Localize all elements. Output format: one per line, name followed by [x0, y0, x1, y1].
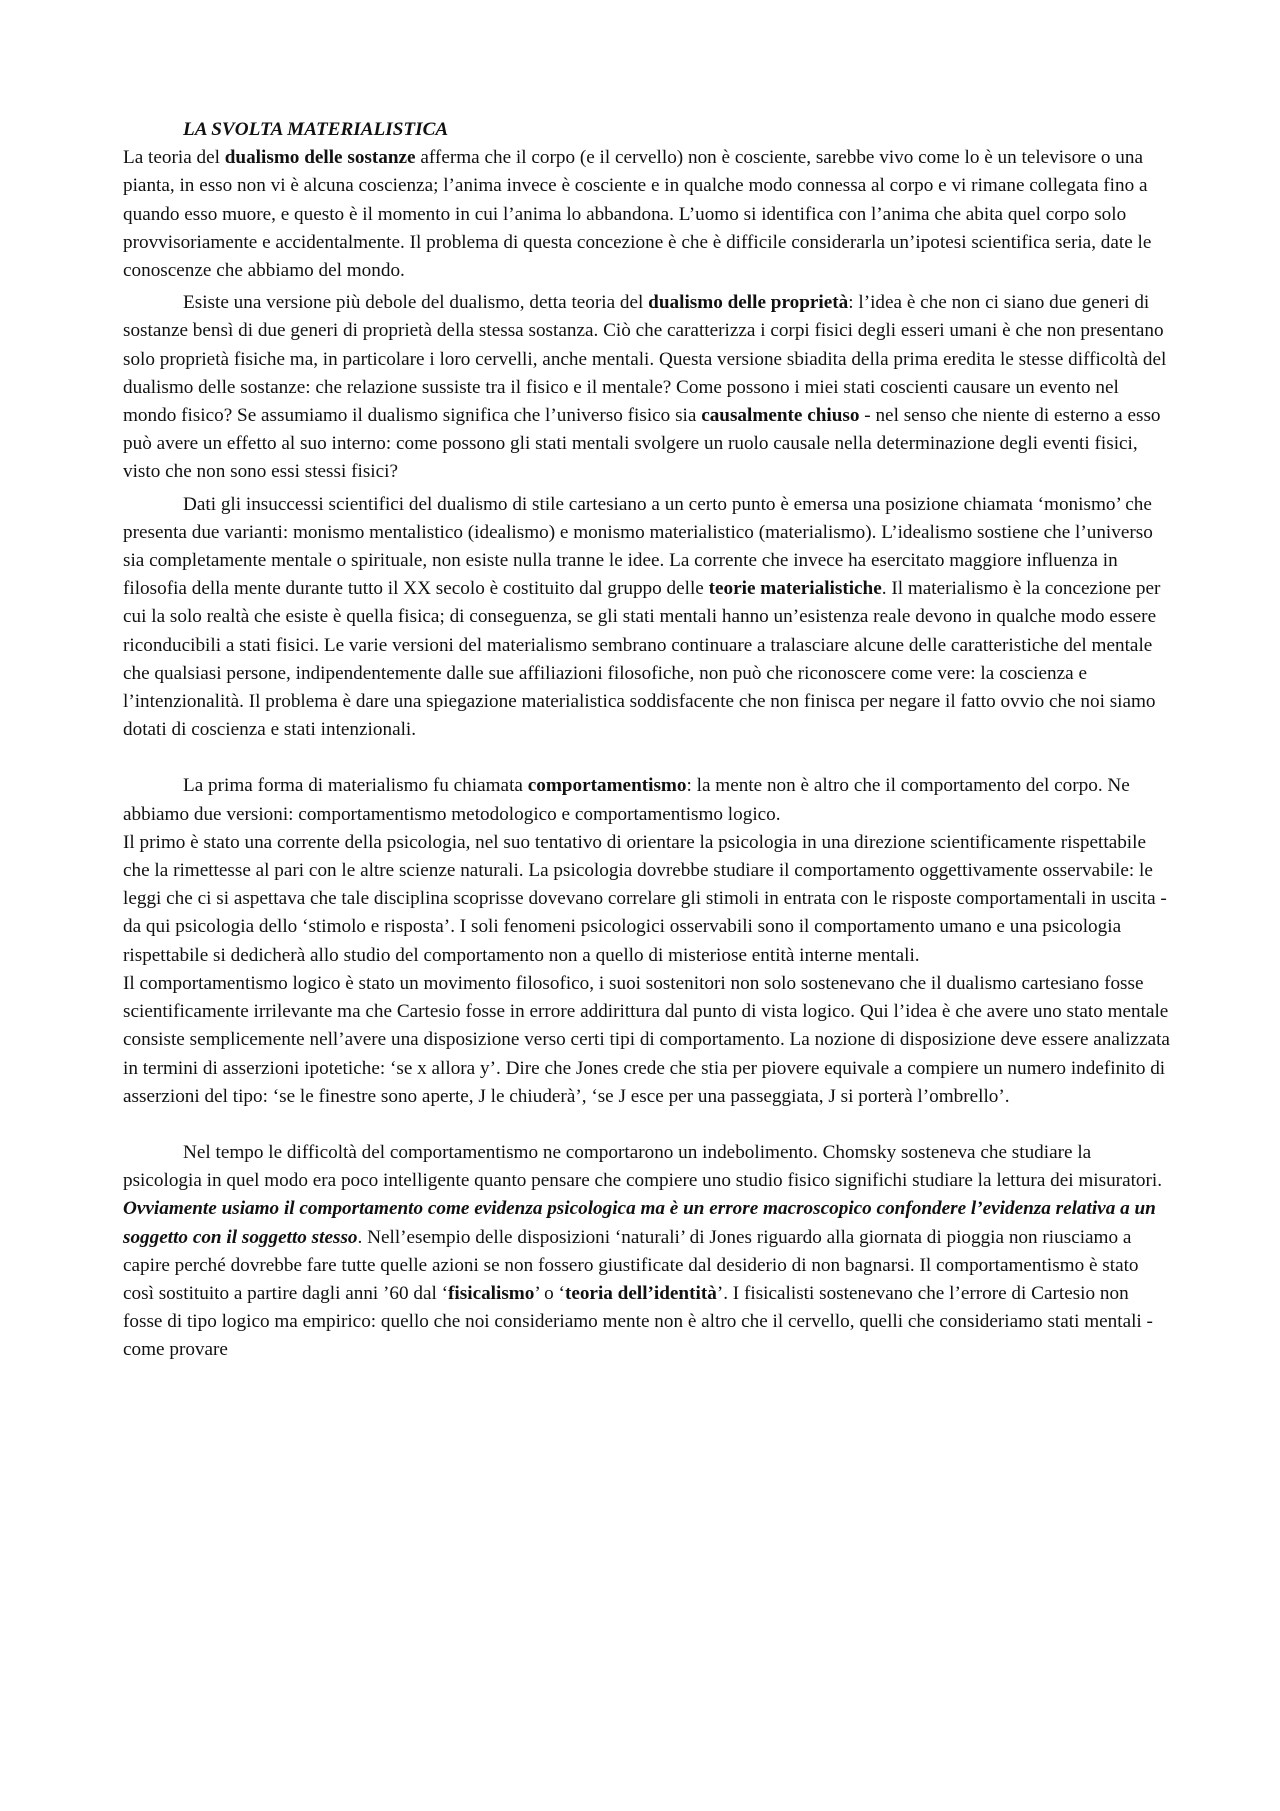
paragraph	[123, 772, 1171, 828]
text-segment: . Nell’esempio delle disposizioni ‘naturali’ di Jones riguardo alla giornata di pioggia non riusciamo a capire perché dovrebbe fare tutte quelle azioni se non fossero giustificate dal desiderio di non bagnarsi. Il comportamentismo è stato così sostituito a partire dagli anni ’60 dal ‘	[123, 1226, 1139, 1304]
text-segment: Il primo è stato una corrente della psicologia, nel suo tentativo di orientare la psicologia in una direzione scientificamente rispettabile che la rimettesse al pari con le altre scienze naturali. La psicologia dovrebbe studiare il comportamento oggettivamente osservabile: le leggi che ci si aspettava che tale disciplina scoprisse dovevano correlare gli stimoli in entrata con le risposte comportamentali in uscita - da qui psicologia dello ‘stimolo e risposta’. I soli fenomeni psicologici osservabili sono il comportamento umano e una psicologia rispettabile si dedicherà allo studio del comportamento non a quello di misteriose entità interne mentali.	[123, 831, 1167, 966]
text-segment: ’ o ‘	[534, 1282, 565, 1304]
text-segment: Il comportamentismo logico è stato un movimento filosofico, i suoi sostenitori non solo sostenevano che il dualismo cartesiano fosse scientificamente irrilevante ma che Cartesio fosse in errore addirittura dal punto di vista logico. Qui l’idea è che avere uno stato mentale consiste semplicemente nell’avere una disposizione verso certi tipi di comportamento. La nozione di disposizione deve essere analizzata in termini di asserzioni ipotetiche: ‘se x allora y’. Dire che Jones crede che stia per piovere equivale a compiere un numero indefinito di asserzioni del tipo: ‘se le finestre sono aperte, J le chiuderà’, ‘se J esce per una passeggiata, J si porterà l’ombrello’.	[123, 972, 1170, 1107]
document-title: LA SVOLTA MATERIALISTICA	[183, 119, 449, 140]
text-segment: . Il materialismo è la concezione per cui la solo realtà che esiste è quella fisica; di conseguenza, se gli stati mentali hanno un’esistenza reale devono in qualche modo essere riconducibili a stati fisici. Le varie versioni del materialismo sembrano continuare a tralasciare alcune delle caratteristiche del mentale che qualsiasi persone, indipendentemente dalle sue affiliazioni filosofiche, non può che riconoscere come vere: la coscienza e l’intenzionalità. Il problema è dare una spiegazione materialistica soddisfacente che non finisca per negare il fatto ovvio che noi siamo dotati di coscienza e stati intenzionali.	[123, 578, 1161, 741]
emphasis-segment: dualismo delle proprietà	[648, 292, 849, 314]
text-segment: : l’idea è che non ci siano due generi di sostanze bensì di due generi di proprietà della stessa sostanza. Ciò che caratterizza i corpi fisici degli esseri umani è che non presentano solo proprietà fisiche ma, in particolare i loro cervelli, anche mentali. Questa versione sbiadita della prima eredita le stesse difficoltà del dualismo delle sostanze: che relazione sussiste tra il fisico e il mentale? Come possono i miei stati coscienti causare un evento nel mondo fisico? Se assumiamo il dualismo significa che l’universo fisico sia	[123, 292, 1167, 427]
text-segment: - nel senso che niente di esterno a esso può avere un effetto al suo interno: come possono gli stati mentali svolgere un ruolo causale nella determinazione degli eventi fisici, visto che non sono essi stessi fisici?	[123, 405, 1161, 483]
paragraph	[123, 1139, 1171, 1365]
document-page	[123, 116, 1171, 1365]
text-segment: Nel tempo le difficoltà del comportamentismo ne comportarono un indebolimento. Chomsky sosteneva che studiare la psicologia in quel modo era poco intelligente quanto pensare che compiere uno studio fisico significhi studiare la lettura dei misuratori.	[123, 1141, 1163, 1192]
text-segment: Dati gli insuccessi scientifici del dualismo di stile cartesiano a un certo punto è emersa una posizione chiamata ‘monismo’ che presenta due varianti: monismo mentalistico (idealismo) e monismo materialistico (materialismo). L’idealismo sostiene che l’universo sia completamente mentale o spirituale, non esiste nulla tranne le idee. La corrente che invece ha esercitato maggiore influenza in filosofia della mente durante tutto il XX secolo è costituito dal gruppo delle	[123, 493, 1153, 600]
text-segment: Esiste una versione più debole del dualismo, detta teoria del	[183, 292, 649, 314]
text-segment: La teoria del	[123, 147, 225, 169]
paragraph	[123, 970, 1171, 1111]
emphasis-segment: Ovviamente usiamo il comportamento come evidenza psicologica ma è un errore macroscopico confondere l’evidenza relativa a un soggetto con il soggetto stesso	[123, 1198, 1156, 1248]
text-segment: afferma che il corpo (e il cervello) non è cosciente, sarebbe vivo come lo è un televisore o una pianta, in esso non vi è alcuna coscienza; l’anima invece è cosciente e in qualche modo connessa al corpo e vi rimane collegata fino a quando esso muore, e questo è il momento in cui l’anima lo abbandona. L’uomo si identifica con l’anima che abita quel corpo solo provvisoriamente e accidentalmente. Il problema di questa concezione è che è difficile considerarla un’ipotesi scientifica seria, date le conoscenze che abbiamo del mondo.	[123, 147, 1152, 282]
emphasis-segment: causalmente chiuso	[701, 405, 860, 427]
text-segment: : la mente non è altro che il comportamento del corpo. Ne abbiamo due versioni: comportamentismo metodologico e comportamentismo logico.	[123, 775, 1130, 825]
document-body	[123, 144, 1171, 1364]
emphasis-segment: comportamentismo	[527, 775, 687, 797]
paragraph	[123, 144, 1171, 285]
emphasis-segment: dualismo delle sostanze	[224, 147, 416, 169]
emphasis-segment: teorie materialistiche	[708, 578, 882, 600]
emphasis-segment: fisicalismo	[448, 1282, 535, 1304]
paragraph	[123, 829, 1171, 970]
paragraph	[123, 491, 1171, 745]
paragraph	[123, 289, 1171, 486]
text-segment: ’. I fisicalisti sostenevano che l’errore di Cartesio non fosse di tipo logico ma empirico: quello che noi consideriamo mente non è altro che il cervello, quelli che consideriamo stati mentali - come provare	[123, 1282, 1153, 1361]
text-segment: La prima forma di materialismo fu chiamata	[183, 775, 528, 797]
emphasis-segment: teoria dell’identità	[564, 1282, 717, 1304]
